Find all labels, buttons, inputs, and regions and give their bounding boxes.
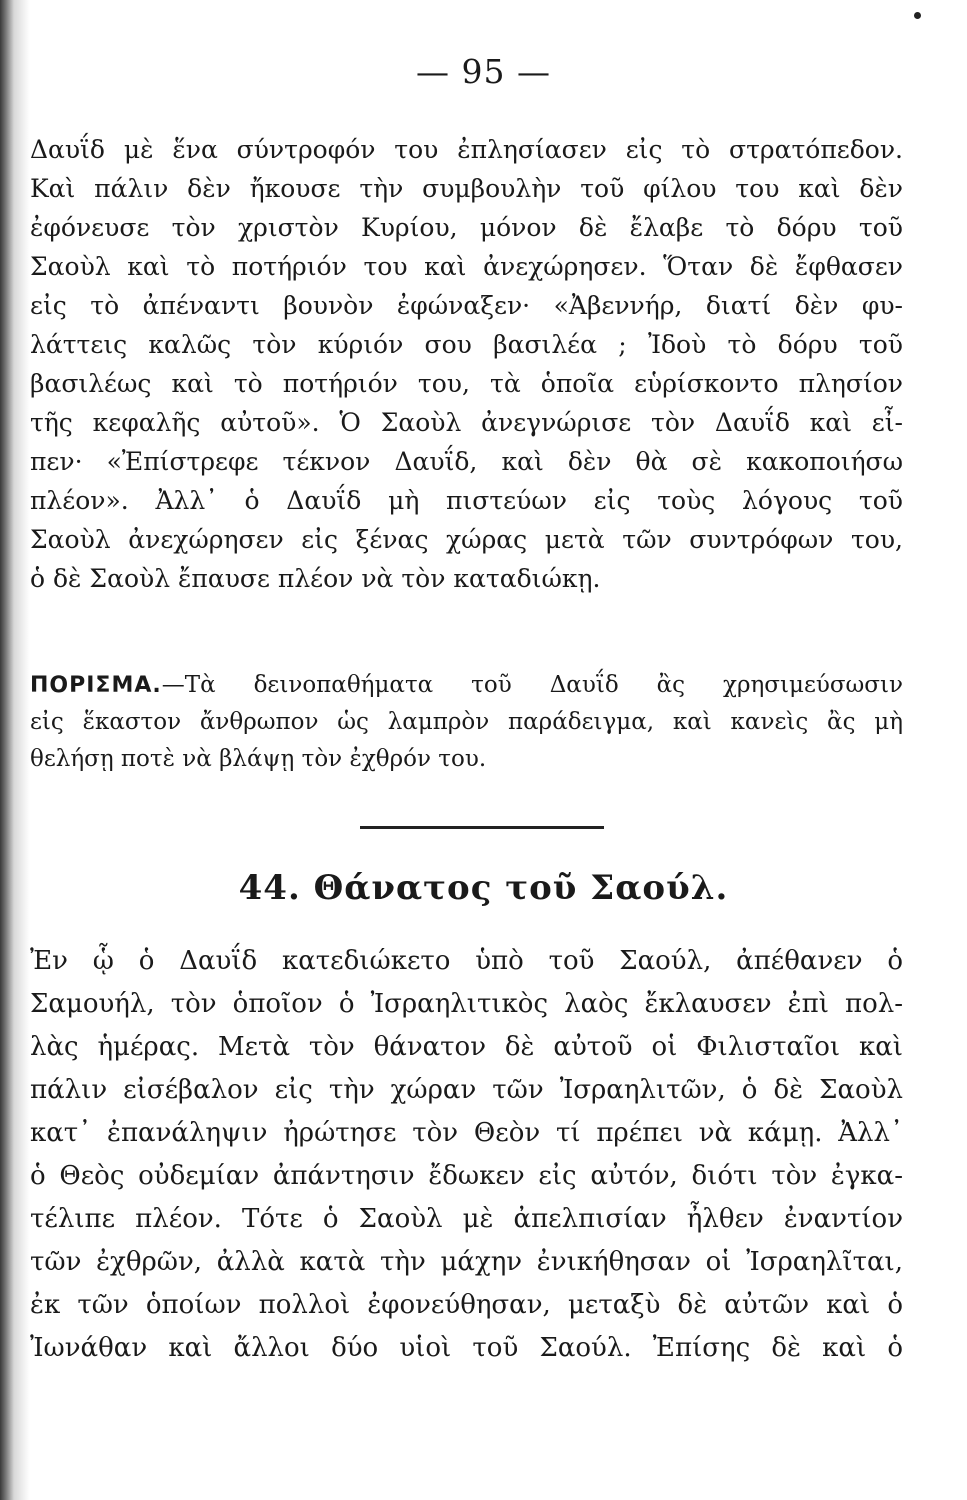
text-line: πάλιν εἰσέβαλον εἰς τὴν χώραν τῶν Ἰσραηλιτῶν, ὁ δὲ Σαοὺλ [30, 1075, 903, 1105]
text-line: βασιλέως καὶ τὸ ποτήριόν του, τὰ ὁποῖα εὑρίσκοντο πλησίον [30, 369, 903, 398]
text-line: τῶν ἐχθρῶν, ἀλλὰ κατὰ τὴν μάχην ἐνικήθησαν οἱ Ἰσραηλῖται, [30, 1247, 903, 1277]
text-line: Σαοὺλ ἀνεχώρησεν εἰς ξένας χώρας μετὰ τῶν συντρόφων του, [30, 525, 903, 554]
text-line: Ἰωνάθαν καὶ ἄλλοι δύο υἱοὶ τοῦ Σαούλ. Ἐπίσης δὲ καὶ ὁ [30, 1333, 903, 1363]
text-line: Σαοὺλ καὶ τὸ ποτήριόν του καὶ ἀνεχώρησεν. Ὅταν δὲ ἔφθασεν [30, 252, 903, 281]
text-line: ὁ Θεὸς οὐδεμίαν ἀπάντησιν ἔδωκεν εἰς αὐτόν, διότι τὸν ἐγκα- [30, 1161, 903, 1191]
corollary-first-line [30, 667, 903, 704]
section-divider [360, 826, 604, 829]
text-line: Δαυΐδ μὲ ἕνα σύντροφόν του ἐπλησίασεν εἰς τὸ στρατόπεδον. [30, 135, 903, 164]
section-title: 44. Θάνατος τοῦ Σαούλ. [238, 868, 729, 908]
print-speck [914, 12, 921, 19]
page-binding-edge [0, 0, 30, 1500]
text-line: λάττεις καλῶς τὸν κύριόν σου βασιλέα ; Ἰδοὺ τὸ δόρυ τοῦ [30, 330, 903, 359]
text-line: κατ᾽ ἐπανάληψιν ἠρώτησε τὸν Θεὸν τί πρέπει νὰ κάμῃ. Ἀλλ᾽ [30, 1118, 903, 1148]
corollary-first-line-text: —Τὰ δεινοπαθήματα τοῦ Δαυΐδ ἂς χρησιμεύσωσιν [161, 672, 903, 698]
text-line: ἐφόνευσε τὸν χριστὸν Κυρίου, μόνον δὲ ἔλαβε τὸ δόρυ τοῦ [30, 213, 903, 242]
text-line: ἐκ τῶν ὁποίων πολλοὶ ἐφονεύθησαν, μεταξὺ δὲ αὐτῶν καὶ ὁ [30, 1290, 903, 1320]
text-line: τῆς κεφαλῆς αὐτοῦ». Ὁ Σαοὺλ ἀνεγνώρισε τὸν Δαυΐδ καὶ εἶ- [30, 408, 903, 437]
paragraph-david-spares-saul [30, 130, 903, 598]
text-line: εἰς ἕκαστον ἄνθρωπον ὡς λαμπρὸν παράδειγμα, καὶ κανεὶς ἂς μὴ [30, 709, 903, 735]
corollary-label: ΠΟΡΙΣΜΑ. [30, 673, 162, 698]
page-number: — 95 — [416, 52, 551, 91]
text-line: ὁ δὲ Σαοὺλ ἔπαυσε πλέον νὰ τὸν καταδιώκῃ. [30, 564, 601, 593]
text-line: Ἐν ᾧ ὁ Δαυΐδ κατεδιώκετο ὑπὸ τοῦ Σαούλ, ἀπέθανεν ὁ [30, 946, 903, 976]
text-line: Σαμουήλ, τὸν ὁποῖον ὁ Ἰσραηλιτικὸς λαὸς ἔκλαυσεν ἐπὶ πολ- [30, 989, 903, 1019]
text-line: λὰς ἡμέρας. Μετὰ τὸν θάνατον δὲ αὐτοῦ οἱ Φιλισταῖοι καὶ [30, 1032, 903, 1062]
text-line: πλέον». Ἀλλ᾽ ὁ Δαυΐδ μὴ πιστεύων εἰς τοὺς λόγους τοῦ [30, 486, 903, 515]
corollary-paragraph [30, 667, 903, 778]
text-line: Καὶ πάλιν δὲν ἤκουσε τὴν συμβουλὴν τοῦ φίλου του καὶ δὲν [30, 174, 903, 203]
text-line: εἰς τὸ ἀπέναντι βουνὸν ἐφώναξεν· «Ἀβεννήρ, διατί δὲν φυ- [30, 291, 903, 320]
text-line: πεν· «Ἐπίστρεφε τέκνον Δαυΐδ, καὶ δὲν θὰ σὲ κακοποιήσω [30, 447, 903, 476]
text-line: τέλιπε πλέον. Τότε ὁ Σαοὺλ μὲ ἀπελπισίαν ἦλθεν ἐναντίον [30, 1204, 903, 1234]
paragraph-death-of-saul [30, 940, 903, 1370]
text-line: θελήσῃ ποτὲ νὰ βλάψῃ τὸν ἐχθρόν του. [30, 746, 487, 772]
